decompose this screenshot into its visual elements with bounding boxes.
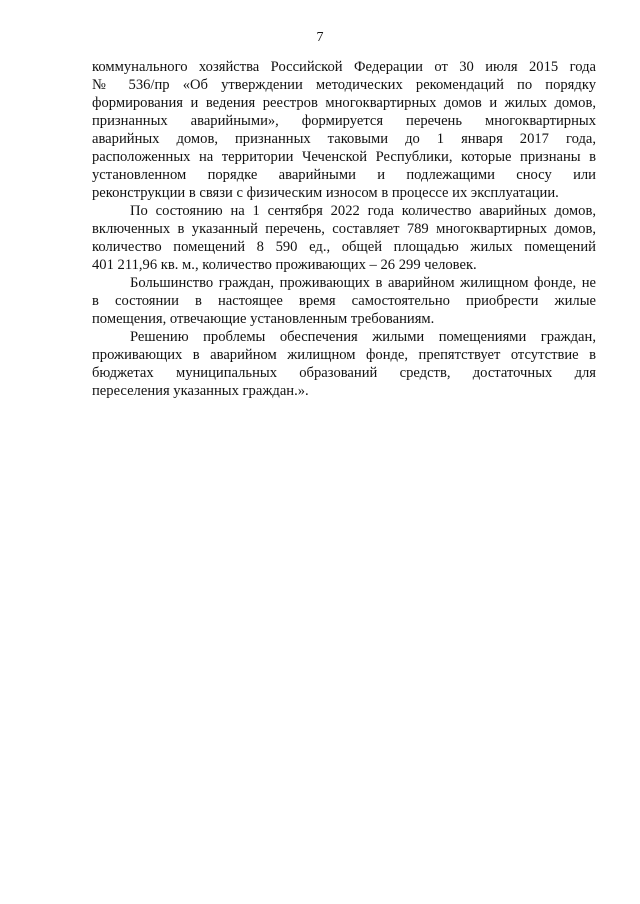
paragraph-citizens bbox=[92, 274, 596, 328]
text-line: 401 211,96 кв. м., количество проживающих – 26 299 человек. bbox=[92, 257, 477, 273]
text-line: признанных аварийными», формируется перечень многоквартирных bbox=[92, 113, 596, 129]
text-line: реконструкции в связи с физическим износом в процессе их эксплуатации. bbox=[92, 185, 559, 201]
paragraph-statistics bbox=[92, 202, 596, 274]
text-line: коммунального хозяйства Российской Федерации от 30 июля 2015 года bbox=[92, 59, 596, 75]
text-line: Большинство граждан, проживающих в аварийном жилищном фонде, не bbox=[130, 275, 596, 291]
text-line: Решению проблемы обеспечения жилыми помещениями граждан, bbox=[130, 329, 596, 345]
text-line: установленном порядке аварийными и подлежащими сносу или bbox=[92, 167, 596, 183]
text-line: помещения, отвечающие установленным требованиям. bbox=[92, 311, 435, 327]
text-line: № 536/пр «Об утверждении методических рекомендаций по порядку bbox=[92, 77, 596, 93]
text-line: в состоянии в настоящее время самостоятельно приобрести жилые bbox=[92, 293, 596, 309]
text-line: расположенных на территории Чеченской Республики, которые признаны в bbox=[92, 149, 596, 165]
text-line: переселения указанных граждан.». bbox=[92, 383, 309, 399]
text-line: По состоянию на 1 сентября 2022 года количество аварийных домов, bbox=[130, 203, 596, 219]
page-number: 7 bbox=[316, 30, 324, 45]
paragraph-problem bbox=[92, 328, 596, 400]
text-line: бюджетах муниципальных образований средств, достаточных для bbox=[92, 365, 596, 381]
text-line: включенных в указанный перечень, составляет 789 многоквартирных домов, bbox=[92, 221, 596, 237]
text-line: проживающих в аварийном жилищном фонде, препятствует отсутствие в bbox=[92, 347, 596, 363]
paragraph-continuation bbox=[92, 58, 596, 202]
text-line: аварийных домов, признанных таковыми до 1 января 2017 года, bbox=[92, 131, 596, 147]
text-line: количество помещений 8 590 ед., общей площадью жилых помещений bbox=[92, 239, 596, 255]
text-line: формирования и ведения реестров многоквартирных домов и жилых домов, bbox=[92, 95, 596, 111]
body-text bbox=[92, 58, 596, 400]
